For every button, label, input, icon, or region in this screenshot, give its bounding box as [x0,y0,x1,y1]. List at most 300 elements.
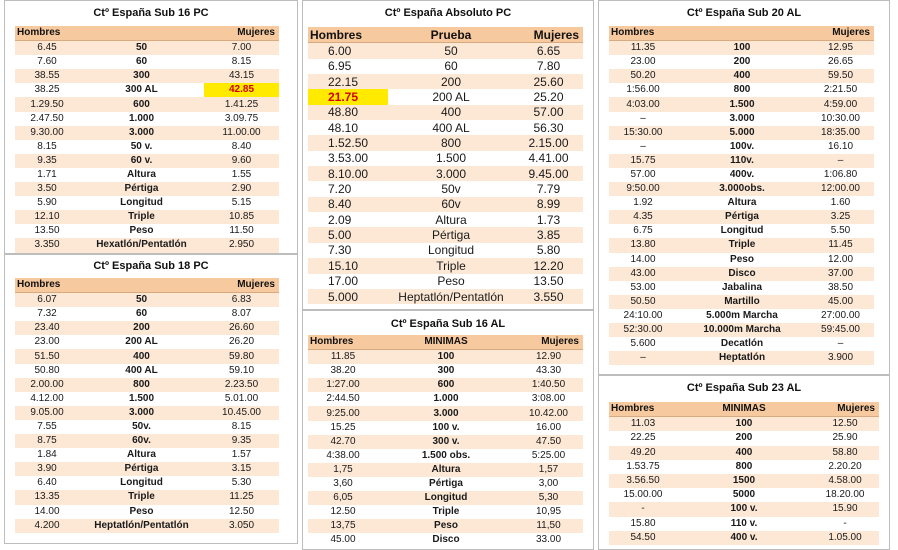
table-row [15,349,279,363]
women-mark: 8.99 [514,197,583,212]
event-name: Altura [677,196,807,210]
men-mark: – [609,140,677,154]
women-mark: 12.90 [514,350,583,365]
women-mark: 11.45 [807,238,874,252]
event-name: Peso [677,253,807,267]
table-row [308,258,583,273]
table-row [15,293,279,308]
col-header-women: Mujeres [204,26,279,41]
event-name: 1.500 obs. [378,449,514,463]
men-mark: 12.10 [15,210,79,224]
table-sub16-al [308,335,583,547]
event-name: Altura [378,463,514,477]
women-mark: 43.15 [204,69,279,83]
men-mark: 49.20 [609,446,677,460]
men-mark: 4.12.00 [15,392,79,406]
men-mark: 53.00 [609,281,677,295]
men-mark: 1.84 [15,448,79,462]
women-mark: 2.23.50 [204,378,279,392]
panel-title: Ctº España Absoluto PC [384,7,512,19]
event-name: Peso [388,274,514,289]
table-row [308,74,583,89]
table-row [609,309,874,323]
col-header-event: MINIMAS [677,402,811,417]
table-row [15,364,279,378]
event-name: 5000 [677,488,811,502]
women-mark: 59.10 [204,364,279,378]
event-name: 60v. [79,434,204,448]
col-header-men: Hombres [15,26,79,41]
men-mark: 3.50 [15,182,79,196]
table-row [308,477,583,491]
table-row [609,488,879,502]
event-name: 50v. [79,420,204,434]
table-row [609,267,874,281]
women-mark: 3.550 [514,289,583,304]
men-mark: 2.09 [308,212,388,227]
men-mark: 17.00 [308,274,388,289]
event-name: 1.500 [79,392,204,406]
table-row [15,406,279,420]
women-mark: 16.00 [514,421,583,435]
event-name: 50v [388,181,514,196]
women-mark: 7.80 [514,59,583,74]
men-mark: 15.10 [308,258,388,273]
event-name: Pértiga [79,182,204,196]
men-mark: 22.15 [308,74,388,89]
men-mark-highlighted: 21.75 [308,89,388,104]
men-mark: 8.15 [15,140,79,154]
women-mark: 3.050 [204,519,279,533]
table-row [308,350,583,365]
women-mark: 3:08.00 [514,392,583,406]
event-name: Pértiga [677,210,807,224]
table-row [15,238,279,252]
table-row [308,491,583,505]
men-mark: 11.03 [609,417,677,432]
men-mark: 45.00 [308,533,378,547]
table-row [609,55,874,69]
event-name: 60 [79,307,204,321]
women-mark: 11.00.00 [204,126,279,140]
event-name: 1.500 [388,151,514,166]
event-name: 5.000m Marcha [677,309,807,323]
table-row [609,502,879,516]
col-header-women: Mujeres [811,402,879,417]
table-row [308,435,583,449]
panel-title: Ctº España Sub 23 AL [686,382,802,394]
table-row [609,112,874,126]
women-mark: 12.95 [807,41,874,56]
table-row [308,135,583,150]
men-mark: 12.50 [308,505,378,519]
men-mark: 1.71 [15,168,79,182]
men-mark: 2.47.50 [15,112,79,126]
table-row [15,378,279,392]
event-name: 100 v. [677,502,811,516]
men-mark: 6.00 [308,43,388,59]
women-mark: 1.05.00 [811,531,879,545]
women-mark: – [807,154,874,168]
men-mark: 43.00 [609,267,677,281]
table-row [308,120,583,135]
event-name: 1.500 [677,97,807,111]
event-name: 1.000 [79,112,204,126]
event-name: 200 AL [79,335,204,349]
panel-sub23-al [598,375,890,550]
col-header-women: Mujeres [514,27,583,43]
event-name: Martillo [677,295,807,309]
women-mark: 3.85 [514,227,583,242]
men-mark: 7.30 [308,243,388,258]
event-name: 3.000 [677,112,807,126]
women-mark: 1.73 [514,212,583,227]
table-row [609,431,879,445]
event-name: 3.000 [79,126,204,140]
event-name: 300 [378,364,514,378]
men-mark: 6.45 [15,41,79,56]
event-name: Peso [378,519,514,533]
men-mark: 4:03.00 [609,97,677,111]
men-mark: 23.40 [15,321,79,335]
table-row [609,41,874,56]
women-mark: 18.20.00 [811,488,879,502]
women-mark: 12.50 [204,505,279,519]
men-mark: 1.52.50 [308,135,388,150]
women-mark: 26.20 [204,335,279,349]
table-row [308,89,583,104]
women-mark: 26.65 [807,55,874,69]
men-mark: 9.30.00 [15,126,79,140]
table-row [15,168,279,182]
men-mark: 13.50 [15,224,79,238]
women-mark: 43.30 [514,364,583,378]
men-mark: 13.35 [15,490,79,504]
women-mark: 10.45.00 [204,406,279,420]
men-mark: – [609,351,677,365]
table-row [308,274,583,289]
women-mark: 2:21.50 [807,83,874,97]
event-name: 400v. [677,168,807,182]
event-name: 300 v. [378,435,514,449]
women-mark: 10.85 [204,210,279,224]
event-name: 50 [79,41,204,56]
women-mark: 25.90 [811,431,879,445]
event-name: 300 AL [79,83,204,97]
panel-title: Ctº España Sub 18 PC [93,260,209,272]
men-mark: 6.95 [308,59,388,74]
col-header-men: Hombres [609,26,677,41]
table-row [15,210,279,224]
panel-sub16-al [302,310,594,550]
table-row [15,335,279,349]
table-row [609,460,879,474]
women-mark: 1.57 [204,448,279,462]
event-name: 300 [79,69,204,83]
men-mark: 15.00.00 [609,488,677,502]
col-header-men: Hombres [15,278,79,293]
event-name: 60 [79,55,204,69]
event-name: 1.000 [378,392,514,406]
table-row [609,351,874,365]
table-row [609,337,874,351]
women-mark: 27:00.00 [807,309,874,323]
col-header-men: Hombres [609,402,677,417]
event-name: Altura [79,448,204,462]
men-mark: 15.75 [609,154,677,168]
women-mark: 56.30 [514,120,583,135]
women-mark: 25.60 [514,74,583,89]
men-mark: 6.40 [15,476,79,490]
men-mark: 3.53.00 [308,151,388,166]
men-mark: 54.50 [609,531,677,545]
table-row [15,307,279,321]
table-row [15,69,279,83]
men-mark: 6.07 [15,293,79,308]
event-name: 3.000obs. [677,182,807,196]
table-row [308,505,583,519]
men-mark: 3.350 [15,238,79,252]
men-mark: 3.90 [15,462,79,476]
table-row [609,295,874,309]
men-mark: 1.29.50 [15,97,79,111]
col-header-event: Prueba [388,27,514,43]
event-name: Heptatlón/Pentatlón [388,289,514,304]
col-header-event [79,26,204,41]
women-mark: 12:00.00 [807,182,874,196]
event-name: Disco [378,533,514,547]
men-mark: 1,75 [308,463,378,477]
table-row [308,378,583,392]
table-row [15,41,279,56]
women-mark: – [807,337,874,351]
women-mark: 3,00 [514,477,583,491]
col-header-women: Mujeres [204,278,279,293]
table-row [308,406,583,420]
table-row [609,517,879,531]
women-mark: 9.45.00 [514,166,583,181]
table-row [308,166,583,181]
men-mark: 6,05 [308,491,378,505]
event-name: 100 [677,41,807,56]
panel-sub16-pc [4,0,298,254]
event-name: Longitud [388,243,514,258]
women-mark: 38.50 [807,281,874,295]
men-mark: 13.80 [609,238,677,252]
men-mark: 8.40 [308,197,388,212]
table-row [15,224,279,238]
women-mark: 1.60 [807,196,874,210]
men-mark: 9.05.00 [15,406,79,420]
table-row [609,140,874,154]
table-row [308,181,583,196]
table-row [308,519,583,533]
table-row [15,462,279,476]
event-name: 50 [79,293,204,308]
women-mark: 57.00 [514,105,583,120]
table-row [308,212,583,227]
men-mark: 7.60 [15,55,79,69]
event-name: Heptatlón/Pentatlón [79,519,204,533]
men-mark: - [609,502,677,516]
women-mark: 26.60 [204,321,279,335]
table-row [609,323,874,337]
event-name: 800 [79,378,204,392]
table-row [609,210,874,224]
women-mark: 10:30.00 [807,112,874,126]
women-mark: 4.41.00 [514,151,583,166]
table-row [15,182,279,196]
women-mark: 11,50 [514,519,583,533]
men-mark: 4.200 [15,519,79,533]
women-mark: 11.25 [204,490,279,504]
table-row [15,97,279,111]
table-row [308,364,583,378]
event-name: 200 [677,431,811,445]
event-name: 400 v. [677,531,811,545]
table-row [308,289,583,304]
men-mark: 51.50 [15,349,79,363]
men-mark: 7.20 [308,181,388,196]
col-header-men: Hombres [308,27,388,43]
table-row [308,449,583,463]
table-row [15,448,279,462]
women-mark: 5.15 [204,196,279,210]
event-name: Altura [79,168,204,182]
table-row [15,519,279,533]
event-name: Triple [79,210,204,224]
men-mark: 11.85 [308,350,378,365]
women-mark: 12.00 [807,253,874,267]
women-mark: 6.83 [204,293,279,308]
col-header-women: Mujeres [514,335,583,350]
women-mark: 6.65 [514,43,583,59]
men-mark: 1.53.75 [609,460,677,474]
event-name: Longitud [79,476,204,490]
event-name: 110 v. [677,517,811,531]
men-mark: 14.00 [609,253,677,267]
panel-sub18-pc [4,254,298,544]
women-mark: 1:06.80 [807,168,874,182]
women-mark: 9.60 [204,154,279,168]
men-mark: 23.00 [609,55,677,69]
event-name: Heptatlón [677,351,807,365]
panel-title: Ctº España Sub 16 PC [93,7,209,19]
men-mark: 38.55 [15,69,79,83]
men-mark: 50.80 [15,364,79,378]
table-row [609,83,874,97]
women-mark: 4:59.00 [807,97,874,111]
men-mark: 3.56.50 [609,474,677,488]
table-row [609,196,874,210]
event-name: 100 v. [378,421,514,435]
event-name: 100v. [677,140,807,154]
table-row [308,105,583,120]
women-mark: 3.15 [204,462,279,476]
table-row [15,476,279,490]
event-name: Jabalina [677,281,807,295]
men-mark: 7.55 [15,420,79,434]
col-header-event [79,278,204,293]
women-mark: 8.15 [204,55,279,69]
table-row [308,533,583,547]
table-sub18-pc [15,278,279,533]
women-mark: 2.20.20 [811,460,879,474]
men-mark: 3,60 [308,477,378,491]
men-mark: 1:27.00 [308,378,378,392]
women-mark: 13.50 [514,274,583,289]
table-row [15,112,279,126]
women-mark-highlighted: 42.85 [204,83,279,97]
men-mark: 4:38.00 [308,449,378,463]
event-name: 200 [388,74,514,89]
men-mark: 48.10 [308,120,388,135]
women-mark: 8.15 [204,420,279,434]
table-row [609,224,874,238]
table-row [609,281,874,295]
panel-title: Ctº España Sub 16 AL [390,318,506,330]
women-mark: 59.80 [204,349,279,363]
table-row [308,421,583,435]
women-mark: 2.950 [204,238,279,252]
table-row [609,531,879,545]
women-mark: 7.79 [514,181,583,196]
women-mark: 5.80 [514,243,583,258]
event-name: Pértiga [79,462,204,476]
women-mark: 5.50 [807,224,874,238]
women-mark: 16.10 [807,140,874,154]
table-row [609,154,874,168]
men-mark: 1:56.00 [609,83,677,97]
event-name: Triple [79,490,204,504]
event-name: 100 [378,350,514,365]
event-name: Longitud [79,196,204,210]
women-mark: 37.00 [807,267,874,281]
women-mark: 3.900 [807,351,874,365]
women-mark: 2.90 [204,182,279,196]
women-mark: 25.20 [514,89,583,104]
women-mark: 18:35.00 [807,126,874,140]
men-mark: 48.80 [308,105,388,120]
men-mark: 5.90 [15,196,79,210]
event-name: Peso [79,224,204,238]
event-name: 400 [677,446,811,460]
table-sub23-al [609,402,879,545]
event-name: 1500 [677,474,811,488]
men-mark: 8.75 [15,434,79,448]
table-row [15,420,279,434]
table-row [15,196,279,210]
table-row [609,182,874,196]
event-name: 600 [79,97,204,111]
men-mark: 15.80 [609,517,677,531]
event-name: 400 [79,349,204,363]
event-name: Triple [378,505,514,519]
event-name: Longitud [378,491,514,505]
women-mark: 8.07 [204,307,279,321]
table-row [609,446,879,460]
event-name: 400 AL [388,120,514,135]
table-row [609,69,874,83]
event-name: Triple [677,238,807,252]
women-mark: 2.15.00 [514,135,583,150]
women-mark: 47.50 [514,435,583,449]
table-sub16-pc [15,26,279,253]
men-mark: 22.25 [609,431,677,445]
men-mark: 5.00 [308,227,388,242]
table-row [609,238,874,252]
table-row [308,43,583,59]
